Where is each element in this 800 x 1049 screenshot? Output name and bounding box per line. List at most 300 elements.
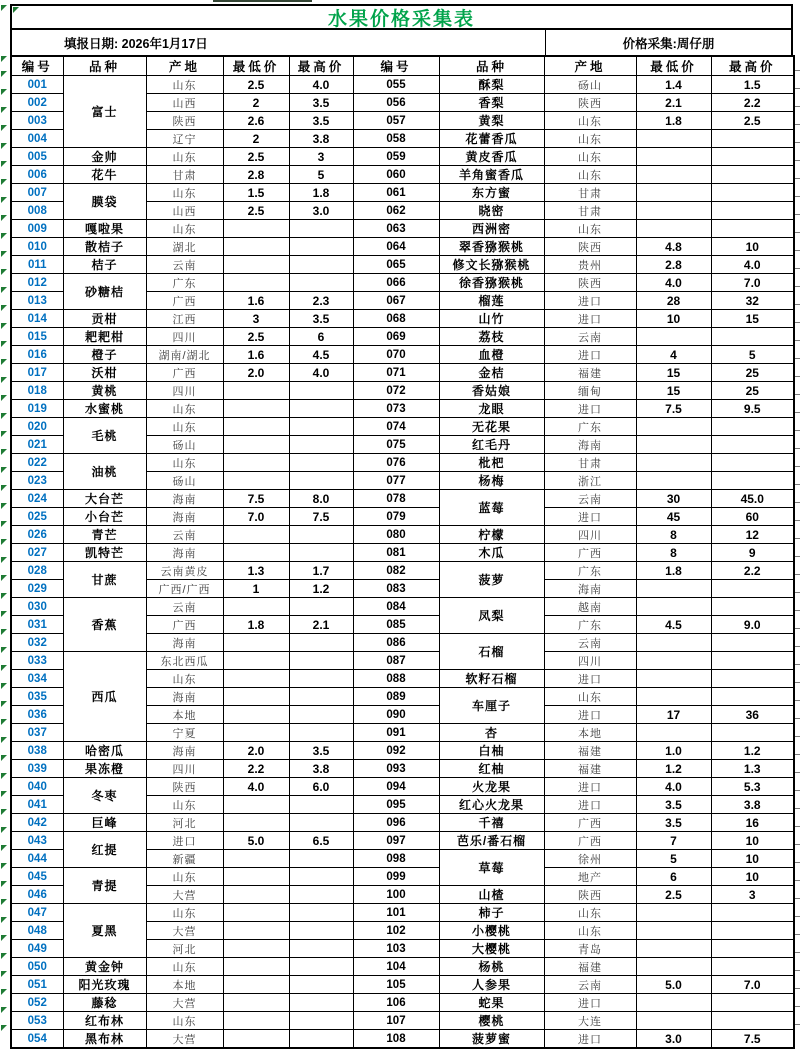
cell-min-price[interactable]: 28 bbox=[636, 292, 711, 310]
cell-origin[interactable]: 山西 bbox=[146, 202, 223, 220]
cell-origin[interactable]: 湖南/湖北 bbox=[146, 346, 223, 364]
cell-origin[interactable]: 地产 bbox=[544, 868, 636, 886]
cell-max-price[interactable] bbox=[289, 256, 353, 274]
cell-min-price[interactable] bbox=[223, 418, 289, 436]
cell-variety[interactable]: 黄皮香瓜 bbox=[439, 148, 544, 166]
cell-min-price[interactable]: 15 bbox=[636, 364, 711, 382]
cell-origin[interactable]: 陕西 bbox=[146, 778, 223, 796]
cell-max-price[interactable] bbox=[289, 922, 353, 940]
cell-origin[interactable]: 河北 bbox=[146, 814, 223, 832]
cell-variety[interactable]: 凤梨 bbox=[439, 598, 544, 634]
cell-min-price[interactable]: 2.5 bbox=[223, 202, 289, 220]
cell-origin[interactable]: 山东 bbox=[544, 130, 636, 148]
cell-id[interactable]: 059 bbox=[353, 148, 439, 166]
cell-origin[interactable]: 甘肃 bbox=[544, 202, 636, 220]
cell-origin[interactable]: 进口 bbox=[544, 796, 636, 814]
cell-min-price[interactable] bbox=[223, 598, 289, 616]
cell-id[interactable]: 065 bbox=[353, 256, 439, 274]
cell-variety[interactable]: 荔枝 bbox=[439, 328, 544, 346]
cell-id[interactable]: 012 bbox=[11, 274, 63, 292]
cell-variety[interactable]: 富士 bbox=[63, 76, 146, 148]
cell-id[interactable]: 106 bbox=[353, 994, 439, 1012]
cell-max-price[interactable] bbox=[711, 436, 794, 454]
cell-origin[interactable]: 砀山 bbox=[146, 472, 223, 490]
cell-id[interactable]: 075 bbox=[353, 436, 439, 454]
cell-id[interactable]: 058 bbox=[353, 130, 439, 148]
cell-max-price[interactable]: 4.0 bbox=[711, 256, 794, 274]
cell-min-price[interactable] bbox=[223, 634, 289, 652]
cell-max-price[interactable]: 2.2 bbox=[711, 94, 794, 112]
cell-min-price[interactable] bbox=[636, 436, 711, 454]
cell-min-price[interactable]: 1.3 bbox=[223, 562, 289, 580]
cell-min-price[interactable]: 15 bbox=[636, 382, 711, 400]
cell-id[interactable]: 099 bbox=[353, 868, 439, 886]
cell-id[interactable]: 044 bbox=[11, 850, 63, 868]
cell-min-price[interactable] bbox=[636, 994, 711, 1012]
cell-origin[interactable]: 山东 bbox=[544, 220, 636, 238]
cell-id[interactable]: 060 bbox=[353, 166, 439, 184]
cell-variety[interactable]: 膜袋 bbox=[63, 184, 146, 220]
cell-min-price[interactable]: 4.8 bbox=[636, 238, 711, 256]
cell-min-price[interactable] bbox=[223, 1030, 289, 1049]
cell-min-price[interactable] bbox=[636, 1012, 711, 1030]
cell-origin[interactable]: 海南 bbox=[146, 688, 223, 706]
cell-variety[interactable]: 山楂 bbox=[439, 886, 544, 904]
cell-origin[interactable]: 山东 bbox=[544, 922, 636, 940]
cell-min-price[interactable] bbox=[636, 688, 711, 706]
cell-id[interactable]: 048 bbox=[11, 922, 63, 940]
cell-min-price[interactable]: 2.0 bbox=[223, 364, 289, 382]
cell-id[interactable]: 056 bbox=[353, 94, 439, 112]
cell-max-price[interactable]: 5 bbox=[289, 166, 353, 184]
cell-variety[interactable]: 千禧 bbox=[439, 814, 544, 832]
cell-origin[interactable]: 浙江 bbox=[544, 472, 636, 490]
cell-id[interactable]: 079 bbox=[353, 508, 439, 526]
cell-variety[interactable]: 大樱桃 bbox=[439, 940, 544, 958]
cell-min-price[interactable] bbox=[223, 256, 289, 274]
cell-min-price[interactable]: 1.8 bbox=[223, 616, 289, 634]
cell-min-price[interactable]: 7.0 bbox=[223, 508, 289, 526]
cell-id[interactable]: 072 bbox=[353, 382, 439, 400]
cell-min-price[interactable]: 2 bbox=[223, 130, 289, 148]
column-header-origin[interactable]: 产地 bbox=[544, 56, 636, 76]
cell-id[interactable]: 054 bbox=[11, 1030, 63, 1049]
cell-id[interactable]: 011 bbox=[11, 256, 63, 274]
cell-min-price[interactable] bbox=[636, 652, 711, 670]
cell-id[interactable]: 037 bbox=[11, 724, 63, 742]
cell-max-price[interactable] bbox=[711, 958, 794, 976]
cell-variety[interactable]: 阳光玫瑰 bbox=[63, 976, 146, 994]
cell-variety[interactable]: 嘎啦果 bbox=[63, 220, 146, 238]
cell-id[interactable]: 068 bbox=[353, 310, 439, 328]
cell-min-price[interactable] bbox=[223, 670, 289, 688]
cell-max-price[interactable]: 10 bbox=[711, 868, 794, 886]
cell-min-price[interactable] bbox=[223, 526, 289, 544]
cell-min-price[interactable]: 4.0 bbox=[636, 778, 711, 796]
cell-max-price[interactable] bbox=[289, 814, 353, 832]
cell-max-price[interactable]: 3.5 bbox=[289, 112, 353, 130]
cell-max-price[interactable] bbox=[289, 436, 353, 454]
cell-origin[interactable]: 山东 bbox=[146, 904, 223, 922]
cell-origin[interactable]: 进口 bbox=[544, 706, 636, 724]
cell-max-price[interactable]: 25 bbox=[711, 382, 794, 400]
cell-id[interactable]: 009 bbox=[11, 220, 63, 238]
cell-max-price[interactable] bbox=[289, 994, 353, 1012]
cell-min-price[interactable] bbox=[636, 580, 711, 598]
cell-variety[interactable]: 黄桃 bbox=[63, 382, 146, 400]
cell-variety[interactable]: 凯特芒 bbox=[63, 544, 146, 562]
cell-id[interactable]: 073 bbox=[353, 400, 439, 418]
cell-min-price[interactable] bbox=[223, 688, 289, 706]
cell-id[interactable]: 052 bbox=[11, 994, 63, 1012]
cell-min-price[interactable]: 10 bbox=[636, 310, 711, 328]
cell-min-price[interactable]: 7 bbox=[636, 832, 711, 850]
cell-origin[interactable]: 青岛 bbox=[544, 940, 636, 958]
cell-origin[interactable]: 进口 bbox=[544, 670, 636, 688]
cell-id[interactable]: 002 bbox=[11, 94, 63, 112]
cell-variety[interactable]: 黄金钟 bbox=[63, 958, 146, 976]
cell-max-price[interactable] bbox=[711, 652, 794, 670]
cell-variety[interactable]: 车厘子 bbox=[439, 688, 544, 724]
cell-id[interactable]: 082 bbox=[353, 562, 439, 580]
cell-max-price[interactable] bbox=[711, 220, 794, 238]
cell-id[interactable]: 078 bbox=[353, 490, 439, 508]
cell-max-price[interactable]: 3 bbox=[289, 148, 353, 166]
cell-min-price[interactable] bbox=[636, 328, 711, 346]
cell-id[interactable]: 076 bbox=[353, 454, 439, 472]
cell-variety[interactable]: 龙眼 bbox=[439, 400, 544, 418]
cell-origin[interactable]: 陕西 bbox=[544, 238, 636, 256]
cell-min-price[interactable]: 2.5 bbox=[636, 886, 711, 904]
cell-max-price[interactable]: 5.3 bbox=[711, 778, 794, 796]
cell-max-price[interactable]: 3.8 bbox=[711, 796, 794, 814]
cell-max-price[interactable] bbox=[289, 274, 353, 292]
cell-variety[interactable]: 大台芒 bbox=[63, 490, 146, 508]
cell-id[interactable]: 004 bbox=[11, 130, 63, 148]
cell-variety[interactable]: 油桃 bbox=[63, 454, 146, 490]
cell-min-price[interactable] bbox=[636, 130, 711, 148]
cell-max-price[interactable] bbox=[711, 472, 794, 490]
cell-origin[interactable]: 云南 bbox=[544, 976, 636, 994]
cell-max-price[interactable]: 12 bbox=[711, 526, 794, 544]
cell-id[interactable]: 041 bbox=[11, 796, 63, 814]
cell-id[interactable]: 018 bbox=[11, 382, 63, 400]
cell-max-price[interactable] bbox=[289, 652, 353, 670]
cell-id[interactable]: 090 bbox=[353, 706, 439, 724]
cell-id[interactable]: 062 bbox=[353, 202, 439, 220]
cell-origin[interactable]: 福建 bbox=[544, 760, 636, 778]
cell-id[interactable]: 071 bbox=[353, 364, 439, 382]
cell-variety[interactable]: 山竹 bbox=[439, 310, 544, 328]
cell-min-price[interactable]: 5.0 bbox=[223, 832, 289, 850]
cell-variety[interactable]: 菠萝蜜 bbox=[439, 1030, 544, 1049]
cell-origin[interactable]: 广西 bbox=[544, 832, 636, 850]
cell-max-price[interactable]: 2.5 bbox=[711, 112, 794, 130]
cell-variety[interactable]: 杏 bbox=[439, 724, 544, 742]
cell-origin[interactable]: 广东 bbox=[146, 274, 223, 292]
cell-id[interactable]: 036 bbox=[11, 706, 63, 724]
cell-origin[interactable]: 越南 bbox=[544, 598, 636, 616]
cell-min-price[interactable] bbox=[636, 220, 711, 238]
cell-origin[interactable]: 山东 bbox=[544, 688, 636, 706]
cell-min-price[interactable]: 1.8 bbox=[636, 112, 711, 130]
cell-id[interactable]: 027 bbox=[11, 544, 63, 562]
cell-variety[interactable]: 木瓜 bbox=[439, 544, 544, 562]
cell-max-price[interactable]: 36 bbox=[711, 706, 794, 724]
cell-origin[interactable]: 海南 bbox=[146, 634, 223, 652]
cell-min-price[interactable]: 3.0 bbox=[636, 1030, 711, 1049]
cell-max-price[interactable] bbox=[289, 850, 353, 868]
cell-min-price[interactable]: 1.5 bbox=[223, 184, 289, 202]
cell-max-price[interactable] bbox=[711, 166, 794, 184]
cell-min-price[interactable]: 7.5 bbox=[636, 400, 711, 418]
cell-min-price[interactable]: 1.6 bbox=[223, 346, 289, 364]
cell-max-price[interactable] bbox=[289, 238, 353, 256]
cell-min-price[interactable] bbox=[223, 922, 289, 940]
cell-max-price[interactable] bbox=[289, 688, 353, 706]
cell-origin[interactable]: 广西 bbox=[146, 616, 223, 634]
cell-min-price[interactable] bbox=[223, 544, 289, 562]
cell-variety[interactable]: 无花果 bbox=[439, 418, 544, 436]
cell-id[interactable]: 098 bbox=[353, 850, 439, 868]
cell-id[interactable]: 042 bbox=[11, 814, 63, 832]
cell-max-price[interactable] bbox=[289, 382, 353, 400]
cell-min-price[interactable] bbox=[636, 634, 711, 652]
cell-id[interactable]: 102 bbox=[353, 922, 439, 940]
cell-variety[interactable]: 蓝莓 bbox=[439, 490, 544, 526]
cell-min-price[interactable]: 8 bbox=[636, 526, 711, 544]
cell-max-price[interactable] bbox=[289, 868, 353, 886]
cell-min-price[interactable]: 4.5 bbox=[636, 616, 711, 634]
cell-id[interactable]: 093 bbox=[353, 760, 439, 778]
cell-min-price[interactable]: 1.2 bbox=[636, 760, 711, 778]
cell-min-price[interactable]: 2.0 bbox=[223, 742, 289, 760]
cell-min-price[interactable] bbox=[223, 868, 289, 886]
column-header-id[interactable]: 编号 bbox=[11, 56, 63, 76]
cell-origin[interactable]: 山东 bbox=[544, 112, 636, 130]
cell-origin[interactable]: 本地 bbox=[146, 976, 223, 994]
cell-variety[interactable]: 西瓜 bbox=[63, 652, 146, 742]
cell-variety[interactable]: 草莓 bbox=[439, 850, 544, 886]
column-header-variety[interactable]: 品种 bbox=[439, 56, 544, 76]
cell-origin[interactable]: 山东 bbox=[146, 454, 223, 472]
cell-id[interactable]: 087 bbox=[353, 652, 439, 670]
cell-min-price[interactable] bbox=[636, 472, 711, 490]
cell-id[interactable]: 067 bbox=[353, 292, 439, 310]
cell-max-price[interactable]: 3.8 bbox=[289, 760, 353, 778]
cell-origin[interactable]: 广西 bbox=[146, 292, 223, 310]
cell-max-price[interactable] bbox=[711, 994, 794, 1012]
cell-id[interactable]: 016 bbox=[11, 346, 63, 364]
column-header-min-price[interactable]: 最低价 bbox=[223, 56, 289, 76]
cell-origin[interactable]: 河北 bbox=[146, 940, 223, 958]
cell-max-price[interactable] bbox=[711, 418, 794, 436]
cell-max-price[interactable]: 32 bbox=[711, 292, 794, 310]
cell-max-price[interactable]: 4.0 bbox=[289, 76, 353, 94]
cell-variety[interactable]: 黑布林 bbox=[63, 1030, 146, 1049]
cell-origin[interactable]: 云南 bbox=[544, 328, 636, 346]
cell-id[interactable]: 031 bbox=[11, 616, 63, 634]
cell-origin[interactable]: 山东 bbox=[544, 166, 636, 184]
cell-min-price[interactable] bbox=[223, 274, 289, 292]
cell-min-price[interactable]: 2 bbox=[223, 94, 289, 112]
cell-id[interactable]: 051 bbox=[11, 976, 63, 994]
cell-id[interactable]: 086 bbox=[353, 634, 439, 652]
cell-id[interactable]: 080 bbox=[353, 526, 439, 544]
cell-origin[interactable]: 陕西 bbox=[544, 94, 636, 112]
cell-origin[interactable]: 山东 bbox=[146, 958, 223, 976]
cell-variety[interactable]: 耙耙柑 bbox=[63, 328, 146, 346]
cell-variety[interactable]: 冬枣 bbox=[63, 778, 146, 814]
cell-origin[interactable]: 山东 bbox=[146, 76, 223, 94]
cell-origin[interactable]: 广西 bbox=[146, 364, 223, 382]
cell-origin[interactable]: 福建 bbox=[544, 958, 636, 976]
cell-origin[interactable]: 云南黄皮 bbox=[146, 562, 223, 580]
cell-min-price[interactable]: 5.0 bbox=[636, 976, 711, 994]
cell-id[interactable]: 094 bbox=[353, 778, 439, 796]
cell-min-price[interactable]: 6 bbox=[636, 868, 711, 886]
cell-max-price[interactable]: 7.0 bbox=[711, 274, 794, 292]
cell-id[interactable]: 025 bbox=[11, 508, 63, 526]
cell-variety[interactable]: 石榴 bbox=[439, 634, 544, 670]
cell-origin[interactable]: 大营 bbox=[146, 886, 223, 904]
cell-max-price[interactable]: 3.5 bbox=[289, 742, 353, 760]
cell-origin[interactable]: 山东 bbox=[544, 904, 636, 922]
cell-id[interactable]: 028 bbox=[11, 562, 63, 580]
cell-id[interactable]: 077 bbox=[353, 472, 439, 490]
cell-origin[interactable]: 四川 bbox=[146, 382, 223, 400]
cell-id[interactable]: 038 bbox=[11, 742, 63, 760]
cell-max-price[interactable] bbox=[711, 454, 794, 472]
cell-origin[interactable]: 进口 bbox=[544, 778, 636, 796]
cell-min-price[interactable] bbox=[636, 202, 711, 220]
cell-variety[interactable]: 徐香猕猴桃 bbox=[439, 274, 544, 292]
cell-origin[interactable]: 陕西 bbox=[544, 886, 636, 904]
cell-id[interactable]: 057 bbox=[353, 112, 439, 130]
cell-variety[interactable]: 香姑娘 bbox=[439, 382, 544, 400]
cell-min-price[interactable]: 5 bbox=[636, 850, 711, 868]
cell-max-price[interactable]: 1.2 bbox=[711, 742, 794, 760]
cell-id[interactable]: 100 bbox=[353, 886, 439, 904]
cell-variety[interactable]: 杨梅 bbox=[439, 472, 544, 490]
cell-max-price[interactable] bbox=[289, 1012, 353, 1030]
cell-id[interactable]: 085 bbox=[353, 616, 439, 634]
cell-max-price[interactable]: 4.0 bbox=[289, 364, 353, 382]
cell-min-price[interactable]: 30 bbox=[636, 490, 711, 508]
cell-origin[interactable]: 海南 bbox=[146, 742, 223, 760]
cell-max-price[interactable] bbox=[711, 940, 794, 958]
cell-min-price[interactable]: 4 bbox=[636, 346, 711, 364]
cell-id[interactable]: 074 bbox=[353, 418, 439, 436]
cell-variety[interactable]: 红柚 bbox=[439, 760, 544, 778]
cell-min-price[interactable]: 2.2 bbox=[223, 760, 289, 778]
cell-max-price[interactable] bbox=[289, 472, 353, 490]
cell-origin[interactable]: 山东 bbox=[146, 670, 223, 688]
cell-variety[interactable]: 金桔 bbox=[439, 364, 544, 382]
cell-id[interactable]: 040 bbox=[11, 778, 63, 796]
cell-origin[interactable]: 海南 bbox=[544, 436, 636, 454]
cell-min-price[interactable]: 8 bbox=[636, 544, 711, 562]
cell-origin[interactable]: 广东 bbox=[544, 418, 636, 436]
cell-max-price[interactable]: 1.7 bbox=[289, 562, 353, 580]
cell-variety[interactable]: 白柚 bbox=[439, 742, 544, 760]
cell-id[interactable]: 019 bbox=[11, 400, 63, 418]
cell-max-price[interactable] bbox=[289, 904, 353, 922]
cell-min-price[interactable]: 3 bbox=[223, 310, 289, 328]
cell-origin[interactable]: 广西 bbox=[544, 814, 636, 832]
cell-variety[interactable]: 樱桃 bbox=[439, 1012, 544, 1030]
cell-origin[interactable]: 进口 bbox=[544, 400, 636, 418]
cell-id[interactable]: 083 bbox=[353, 580, 439, 598]
cell-max-price[interactable] bbox=[711, 1012, 794, 1030]
cell-max-price[interactable] bbox=[289, 454, 353, 472]
cell-max-price[interactable] bbox=[289, 400, 353, 418]
cell-max-price[interactable] bbox=[711, 688, 794, 706]
cell-id[interactable]: 095 bbox=[353, 796, 439, 814]
cell-origin[interactable]: 四川 bbox=[544, 526, 636, 544]
cell-max-price[interactable] bbox=[711, 184, 794, 202]
cell-origin[interactable]: 大营 bbox=[146, 994, 223, 1012]
cell-origin[interactable]: 山东 bbox=[146, 148, 223, 166]
cell-max-price[interactable]: 1.3 bbox=[711, 760, 794, 778]
cell-id[interactable]: 061 bbox=[353, 184, 439, 202]
cell-origin[interactable]: 湖北 bbox=[146, 238, 223, 256]
cell-variety[interactable]: 柠檬 bbox=[439, 526, 544, 544]
cell-min-price[interactable] bbox=[223, 238, 289, 256]
cell-id[interactable]: 001 bbox=[11, 76, 63, 94]
cell-id[interactable]: 024 bbox=[11, 490, 63, 508]
cell-origin[interactable]: 宁夏 bbox=[146, 724, 223, 742]
cell-origin[interactable]: 广东 bbox=[544, 616, 636, 634]
cell-origin[interactable]: 本地 bbox=[544, 724, 636, 742]
cell-min-price[interactable] bbox=[223, 1012, 289, 1030]
cell-variety[interactable]: 红毛丹 bbox=[439, 436, 544, 454]
cell-max-price[interactable]: 3.5 bbox=[289, 94, 353, 112]
cell-id[interactable]: 021 bbox=[11, 436, 63, 454]
cell-variety[interactable]: 水蜜桃 bbox=[63, 400, 146, 418]
cell-min-price[interactable] bbox=[223, 796, 289, 814]
cell-min-price[interactable]: 45 bbox=[636, 508, 711, 526]
cell-max-price[interactable] bbox=[289, 544, 353, 562]
cell-max-price[interactable]: 3.5 bbox=[289, 310, 353, 328]
cell-max-price[interactable]: 16 bbox=[711, 814, 794, 832]
cell-id[interactable]: 032 bbox=[11, 634, 63, 652]
cell-min-price[interactable]: 2.8 bbox=[636, 256, 711, 274]
cell-max-price[interactable] bbox=[289, 526, 353, 544]
cell-min-price[interactable]: 2.1 bbox=[636, 94, 711, 112]
cell-origin[interactable]: 大营 bbox=[146, 1030, 223, 1049]
cell-min-price[interactable]: 1.0 bbox=[636, 742, 711, 760]
column-header-min-price[interactable]: 最低价 bbox=[636, 56, 711, 76]
cell-max-price[interactable]: 9.5 bbox=[711, 400, 794, 418]
cell-max-price[interactable] bbox=[711, 328, 794, 346]
cell-variety[interactable]: 毛桃 bbox=[63, 418, 146, 454]
cell-id[interactable]: 035 bbox=[11, 688, 63, 706]
cell-origin[interactable]: 东北西瓜 bbox=[146, 652, 223, 670]
cell-id[interactable]: 049 bbox=[11, 940, 63, 958]
cell-max-price[interactable] bbox=[289, 670, 353, 688]
cell-min-price[interactable] bbox=[636, 904, 711, 922]
cell-max-price[interactable] bbox=[711, 202, 794, 220]
cell-id[interactable]: 069 bbox=[353, 328, 439, 346]
cell-min-price[interactable] bbox=[223, 436, 289, 454]
cell-variety[interactable]: 金帅 bbox=[63, 148, 146, 166]
cell-origin[interactable]: 进口 bbox=[544, 994, 636, 1012]
cell-max-price[interactable]: 1.2 bbox=[289, 580, 353, 598]
cell-max-price[interactable] bbox=[289, 634, 353, 652]
cell-origin[interactable]: 云南 bbox=[146, 598, 223, 616]
cell-origin[interactable]: 海南 bbox=[146, 544, 223, 562]
